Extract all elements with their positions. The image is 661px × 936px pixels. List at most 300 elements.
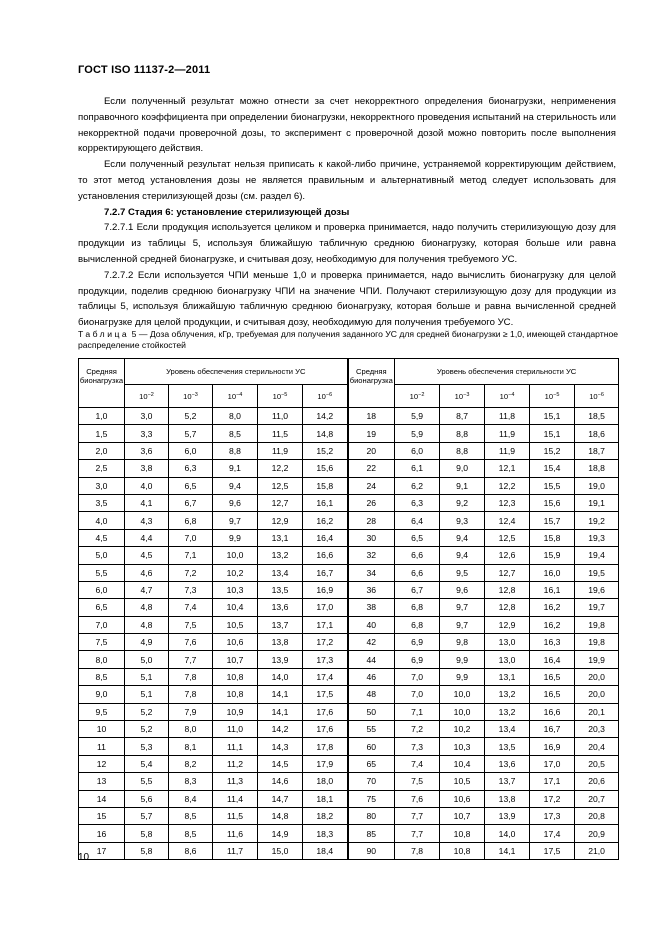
dose-cell: 10,0 [213, 547, 258, 564]
dose-cell: 13,9 [485, 807, 530, 824]
dose-cell: 7,1 [395, 703, 440, 720]
table-caption-text: 5 — Доза облучения, кГр, требуемая для получения заданного УС для средней бионагрузки ≥ 1,0, имеющей стандартное распределение стойкостей [78, 329, 618, 350]
dose-cell: 13,8 [258, 634, 303, 651]
dose-cell: 16,4 [303, 529, 348, 546]
sal-level-header [169, 385, 213, 408]
dose-cell: 4,3 [125, 512, 169, 529]
dose-cell: 16,2 [303, 512, 348, 529]
dose-cell: 5,7 [169, 425, 213, 442]
dose-cell: 6,6 [395, 564, 440, 581]
dose-cell: 9,7 [213, 512, 258, 529]
dose-cell: 4,7 [125, 581, 169, 598]
dose-cell: 14,8 [258, 807, 303, 824]
dose-cell: 7,2 [169, 564, 213, 581]
table-row [79, 564, 619, 581]
dose-cell: 14,2 [258, 721, 303, 738]
bioburden-cell: 8,5 [79, 668, 125, 685]
dose-cell: 13,2 [258, 547, 303, 564]
dose-cell: 3,3 [125, 425, 169, 442]
dose-cell: 7,7 [169, 651, 213, 668]
dose-cell: 17,3 [530, 807, 575, 824]
bioburden-cell: 65 [348, 755, 395, 772]
dose-cell: 5,8 [125, 825, 169, 842]
dose-cell: 6,6 [395, 547, 440, 564]
dose-cell: 9,9 [440, 651, 485, 668]
dose-cell: 11,7 [213, 842, 258, 859]
bioburden-cell: 38 [348, 599, 395, 616]
bioburden-cell: 18 [348, 408, 395, 425]
bioburden-cell: 6,0 [79, 581, 125, 598]
table-row [79, 599, 619, 616]
dose-cell: 20,5 [575, 755, 619, 772]
dose-cell: 12,7 [258, 494, 303, 511]
dose-cell: 18,0 [303, 773, 348, 790]
page-number: 10 [78, 852, 90, 863]
dose-cell: 14,8 [303, 425, 348, 442]
dose-cell: 19,4 [575, 547, 619, 564]
dose-cell: 16,3 [530, 634, 575, 651]
dose-cell: 9,4 [440, 547, 485, 564]
bioburden-cell: 34 [348, 564, 395, 581]
dose-cell: 9,0 [440, 460, 485, 477]
dose-cell: 10,6 [213, 634, 258, 651]
dose-cell: 5,0 [125, 651, 169, 668]
dose-cell: 11,8 [485, 408, 530, 425]
dose-cell: 13,6 [485, 755, 530, 772]
dose-cell: 13,0 [485, 651, 530, 668]
dose-cell: 14,7 [258, 790, 303, 807]
dose-cell: 9,2 [440, 494, 485, 511]
dose-cell: 16,9 [530, 738, 575, 755]
dose-cell: 11,2 [213, 755, 258, 772]
bioburden-cell: 19 [348, 425, 395, 442]
table-row [79, 842, 619, 859]
dose-cell: 11,0 [213, 721, 258, 738]
dose-cell: 18,7 [575, 442, 619, 459]
dose-cell: 9,9 [440, 668, 485, 685]
dose-cell: 13,1 [485, 668, 530, 685]
bioburden-cell: 8,0 [79, 651, 125, 668]
sal-base: 10 [139, 392, 148, 401]
table-row [79, 790, 619, 807]
sal-header-left: Уровень обеспечения стерильности УС [125, 359, 348, 385]
bioburden-cell: 22 [348, 460, 395, 477]
dose-cell: 15,7 [530, 512, 575, 529]
dose-cell: 19,8 [575, 616, 619, 633]
bioburden-cell: 11 [79, 738, 125, 755]
bioburden-cell: 10 [79, 721, 125, 738]
bioburden-cell: 40 [348, 616, 395, 633]
dose-cell: 15,2 [303, 442, 348, 459]
dose-cell: 6,3 [169, 460, 213, 477]
dose-cell: 10,7 [213, 651, 258, 668]
table-row [79, 442, 619, 459]
dose-cell: 14,0 [485, 825, 530, 842]
dose-cell: 16,9 [303, 581, 348, 598]
table-row [79, 686, 619, 703]
sal-level-header [125, 385, 169, 408]
dose-cell: 4,6 [125, 564, 169, 581]
table-caption-label: Таблица [78, 329, 130, 339]
dose-cell: 16,7 [303, 564, 348, 581]
bioburden-cell: 42 [348, 634, 395, 651]
dose-cell: 7,0 [395, 686, 440, 703]
dose-cell: 6,0 [169, 442, 213, 459]
dose-cell: 10,0 [440, 686, 485, 703]
sal-exponent: −5 [553, 392, 560, 398]
table-row [79, 668, 619, 685]
bioburden-cell: 9,5 [79, 703, 125, 720]
dose-cell: 14,9 [258, 825, 303, 842]
dose-cell: 13,5 [258, 581, 303, 598]
dose-cell: 5,5 [125, 773, 169, 790]
table-row [79, 477, 619, 494]
table-row [79, 616, 619, 633]
dose-cell: 12,8 [485, 581, 530, 598]
sal-base: 10 [454, 392, 464, 401]
dose-cell: 12,5 [258, 477, 303, 494]
dose-cell: 19,1 [575, 494, 619, 511]
dose-cell: 10,4 [213, 599, 258, 616]
dose-cell: 10,5 [440, 773, 485, 790]
dose-cell: 19,6 [575, 581, 619, 598]
dose-cell: 10,0 [440, 703, 485, 720]
dose-cell: 4,8 [125, 599, 169, 616]
dose-cell: 9,6 [440, 581, 485, 598]
dose-cell: 9,1 [213, 460, 258, 477]
sal-level-header [303, 385, 348, 408]
dose-cell: 14,0 [258, 668, 303, 685]
dose-cell: 20,0 [575, 668, 619, 685]
dose-cell: 8,0 [213, 408, 258, 425]
bioburden-cell: 44 [348, 651, 395, 668]
dose-cell: 15,1 [530, 425, 575, 442]
dose-cell: 20,7 [575, 790, 619, 807]
dose-cell: 15,0 [258, 842, 303, 859]
dose-cell: 6,1 [395, 460, 440, 477]
bioburden-cell: 9,0 [79, 686, 125, 703]
bioburden-cell: 17 [79, 842, 125, 859]
sal-exponent: −6 [597, 392, 604, 398]
bioburden-cell: 5,5 [79, 564, 125, 581]
dose-cell: 17,5 [530, 842, 575, 859]
dose-cell: 7,8 [169, 668, 213, 685]
dose-cell: 18,3 [303, 825, 348, 842]
dose-cell: 7,0 [395, 668, 440, 685]
bioburden-cell: 6,5 [79, 599, 125, 616]
dose-cell: 7,8 [169, 686, 213, 703]
dose-cell: 11,9 [258, 442, 303, 459]
dose-cell: 5,1 [125, 686, 169, 703]
table-row [79, 773, 619, 790]
dose-cell: 7,3 [395, 738, 440, 755]
dose-cell: 14,5 [258, 755, 303, 772]
dose-cell: 7,9 [169, 703, 213, 720]
dose-cell: 5,6 [125, 790, 169, 807]
sal-base: 10 [499, 392, 509, 401]
sal-level-header [485, 385, 530, 408]
dose-cell: 6,9 [395, 651, 440, 668]
dose-cell: 19,0 [575, 477, 619, 494]
dose-cell: 20,3 [575, 721, 619, 738]
bioburden-cell: 32 [348, 547, 395, 564]
dose-cell: 10,8 [440, 825, 485, 842]
dose-cell: 11,6 [213, 825, 258, 842]
dose-cell: 15,1 [530, 408, 575, 425]
dose-cell: 7,5 [169, 616, 213, 633]
sal-level-header [213, 385, 258, 408]
dose-cell: 10,5 [213, 616, 258, 633]
dose-cell: 7,1 [169, 547, 213, 564]
dose-cell: 8,5 [169, 825, 213, 842]
bioburden-cell: 46 [348, 668, 395, 685]
dose-cell: 6,8 [395, 599, 440, 616]
dose-cell: 16,6 [530, 703, 575, 720]
dose-cell: 16,4 [530, 651, 575, 668]
dose-cell: 5,7 [125, 807, 169, 824]
dose-cell: 9,9 [213, 529, 258, 546]
dose-cell: 8,6 [169, 842, 213, 859]
sal-base: 10 [544, 392, 554, 401]
dose-cell: 7,8 [395, 842, 440, 859]
bioburden-cell: 16 [79, 825, 125, 842]
dose-cell: 19,3 [575, 529, 619, 546]
dose-cell: 10,4 [440, 755, 485, 772]
dose-cell: 13,0 [485, 634, 530, 651]
dose-cell: 4,5 [125, 547, 169, 564]
sal-base: 10 [589, 392, 598, 401]
table-row [79, 721, 619, 738]
bioburden-cell: 2,0 [79, 442, 125, 459]
dose-cell: 17,1 [530, 773, 575, 790]
dose-cell: 6,8 [395, 616, 440, 633]
dose-cell: 17,9 [303, 755, 348, 772]
bioburden-cell: 24 [348, 477, 395, 494]
dose-cell: 7,7 [395, 807, 440, 824]
dose-cell: 17,4 [303, 668, 348, 685]
dose-cell: 16,5 [530, 668, 575, 685]
dose-cell: 11,3 [213, 773, 258, 790]
dose-cell: 8,8 [440, 425, 485, 442]
dose-cell: 9,1 [440, 477, 485, 494]
dose-cell: 13,5 [485, 738, 530, 755]
paragraph-7-2-7-1: 7.2.7.1 Если продукция используется целиком и проверка принимается, надо получить стерилизующую дозу для продукции из таблицы 5, используя ближайшую табличную среднюю бионагрузку, которая больше или равна вычисленной средней бионагрузке, и считывая дозу, необходимую для получения требуемого УС. [78, 222, 616, 265]
sal-level-header [440, 385, 485, 408]
dose-cell: 7,4 [395, 755, 440, 772]
dose-cell: 12,4 [485, 512, 530, 529]
dose-cell: 13,6 [258, 599, 303, 616]
bioburden-cell: 36 [348, 581, 395, 598]
dose-cell: 13,7 [485, 773, 530, 790]
dose-cell: 17,2 [303, 634, 348, 651]
dose-cell: 15,6 [303, 460, 348, 477]
dose-cell: 6,3 [395, 494, 440, 511]
dose-cell: 12,2 [485, 477, 530, 494]
dose-cell: 10,6 [440, 790, 485, 807]
dose-cell: 17,4 [530, 825, 575, 842]
sal-base: 10 [183, 392, 192, 401]
dose-cell: 8,1 [169, 738, 213, 755]
dose-cell: 11,9 [485, 442, 530, 459]
bioburden-cell: 3,5 [79, 494, 125, 511]
dose-cell: 20,1 [575, 703, 619, 720]
dose-cell: 16,1 [530, 581, 575, 598]
bioburden-cell: 4,5 [79, 529, 125, 546]
dose-cell: 11,5 [213, 807, 258, 824]
dose-cell: 6,9 [395, 634, 440, 651]
dose-cell: 12,3 [485, 494, 530, 511]
dose-cell: 9,4 [213, 477, 258, 494]
dose-cell: 12,9 [258, 512, 303, 529]
sal-exponent: −3 [463, 392, 470, 398]
dose-cell: 4,8 [125, 616, 169, 633]
dose-cell: 10,8 [213, 686, 258, 703]
table-row [79, 825, 619, 842]
dose-cell: 13,9 [258, 651, 303, 668]
dose-cell: 7,3 [169, 581, 213, 598]
dose-cell: 6,7 [395, 581, 440, 598]
dose-cell: 10,7 [440, 807, 485, 824]
sal-header-right: Уровень обеспечения стерильности УС [395, 359, 619, 385]
dose-cell: 8,8 [440, 442, 485, 459]
table-row [79, 494, 619, 511]
bioburden-cell: 26 [348, 494, 395, 511]
dose-cell: 9,5 [440, 564, 485, 581]
dose-cell: 20,9 [575, 825, 619, 842]
dose-cell: 5,2 [125, 721, 169, 738]
dose-cell: 15,9 [530, 547, 575, 564]
bioburden-cell: 1,0 [79, 408, 125, 425]
dose-cell: 19,8 [575, 634, 619, 651]
dose-cell: 6,7 [169, 494, 213, 511]
table-row [79, 755, 619, 772]
dose-cell: 9,6 [213, 494, 258, 511]
dose-cell: 8,2 [169, 755, 213, 772]
dose-cell: 17,2 [530, 790, 575, 807]
dose-cell: 20,4 [575, 738, 619, 755]
dose-cell: 18,5 [575, 408, 619, 425]
dose-cell: 10,3 [440, 738, 485, 755]
dose-cell: 6,2 [395, 477, 440, 494]
dose-cell: 11,1 [213, 738, 258, 755]
sal-exponent: −2 [418, 392, 425, 398]
dose-cell: 8,5 [169, 807, 213, 824]
dose-cell: 4,0 [125, 477, 169, 494]
dose-cell: 12,1 [485, 460, 530, 477]
sal-exponent: −3 [191, 392, 198, 398]
dose-cell: 17,8 [303, 738, 348, 755]
bioburden-cell: 80 [348, 807, 395, 824]
dose-cell: 7,6 [395, 790, 440, 807]
dose-cell: 13,2 [485, 703, 530, 720]
table-row [79, 512, 619, 529]
dose-cell: 12,2 [258, 460, 303, 477]
dose-cell: 19,9 [575, 651, 619, 668]
dose-cell: 16,2 [530, 616, 575, 633]
dose-cell: 17,5 [303, 686, 348, 703]
bioburden-cell: 60 [348, 738, 395, 755]
dose-cell: 6,5 [169, 477, 213, 494]
dose-cell: 8,5 [213, 425, 258, 442]
dose-cell: 13,4 [258, 564, 303, 581]
table-row [79, 807, 619, 824]
dose-cell: 13,1 [258, 529, 303, 546]
dose-cell: 13,7 [258, 616, 303, 633]
sal-base: 10 [227, 392, 237, 401]
dose-cell: 10,8 [213, 668, 258, 685]
table-row [79, 581, 619, 598]
dose-cell: 5,2 [169, 408, 213, 425]
bioburden-cell: 14 [79, 790, 125, 807]
table-row [79, 425, 619, 442]
dose-cell: 9,7 [440, 616, 485, 633]
bioburden-cell: 7,5 [79, 634, 125, 651]
bioburden-cell: 5,0 [79, 547, 125, 564]
sal-base: 10 [317, 392, 326, 401]
dose-cell: 17,1 [303, 616, 348, 633]
document-header: ГОСТ ISO 11137-2—2011 [78, 64, 211, 76]
bioburden-cell: 55 [348, 721, 395, 738]
table-row [79, 634, 619, 651]
dose-cell: 5,4 [125, 755, 169, 772]
dose-cell: 7,7 [395, 825, 440, 842]
sal-base: 10 [272, 392, 282, 401]
body-text [78, 94, 616, 331]
sal-level-header [575, 385, 619, 408]
bioburden-cell: 12 [79, 755, 125, 772]
dose-cell: 10,2 [213, 564, 258, 581]
dose-cell: 3,0 [125, 408, 169, 425]
dose-cell: 6,8 [169, 512, 213, 529]
dose-cell: 19,5 [575, 564, 619, 581]
dose-cell: 10,8 [440, 842, 485, 859]
dose-cell: 6,4 [395, 512, 440, 529]
bioburden-cell: 28 [348, 512, 395, 529]
dose-cell: 10,2 [440, 721, 485, 738]
sal-exponent: −4 [508, 392, 515, 398]
table-row [79, 460, 619, 477]
section-heading-7-2-7: 7.2.7 Стадия 6: установление стерилизующей дозы [104, 206, 350, 218]
dose-cell: 7,5 [395, 773, 440, 790]
sal-level-header [258, 385, 303, 408]
bio-header-right: Средняя бионагрузка [348, 359, 395, 408]
bioburden-cell: 7,0 [79, 616, 125, 633]
dose-cell: 9,4 [440, 529, 485, 546]
dose-cell: 7,4 [169, 599, 213, 616]
dose-cell: 14,1 [485, 842, 530, 859]
dose-cell: 21,0 [575, 842, 619, 859]
dose-cell: 11,5 [258, 425, 303, 442]
table-row [79, 703, 619, 720]
dose-cell: 9,7 [440, 599, 485, 616]
dose-cell: 13,8 [485, 790, 530, 807]
dose-cell: 4,9 [125, 634, 169, 651]
dose-cell: 6,5 [395, 529, 440, 546]
dose-cell: 7,2 [395, 721, 440, 738]
dose-cell: 5,2 [125, 703, 169, 720]
dose-cell: 8,4 [169, 790, 213, 807]
dose-cell: 13,2 [485, 686, 530, 703]
table-row [79, 547, 619, 564]
dose-cell: 7,0 [169, 529, 213, 546]
dose-cell: 16,2 [530, 599, 575, 616]
dose-cell: 10,9 [213, 703, 258, 720]
dose-cell: 18,4 [303, 842, 348, 859]
dose-cell: 15,2 [530, 442, 575, 459]
dose-cell: 15,8 [303, 477, 348, 494]
dose-cell: 5,1 [125, 668, 169, 685]
dose-cell: 19,7 [575, 599, 619, 616]
